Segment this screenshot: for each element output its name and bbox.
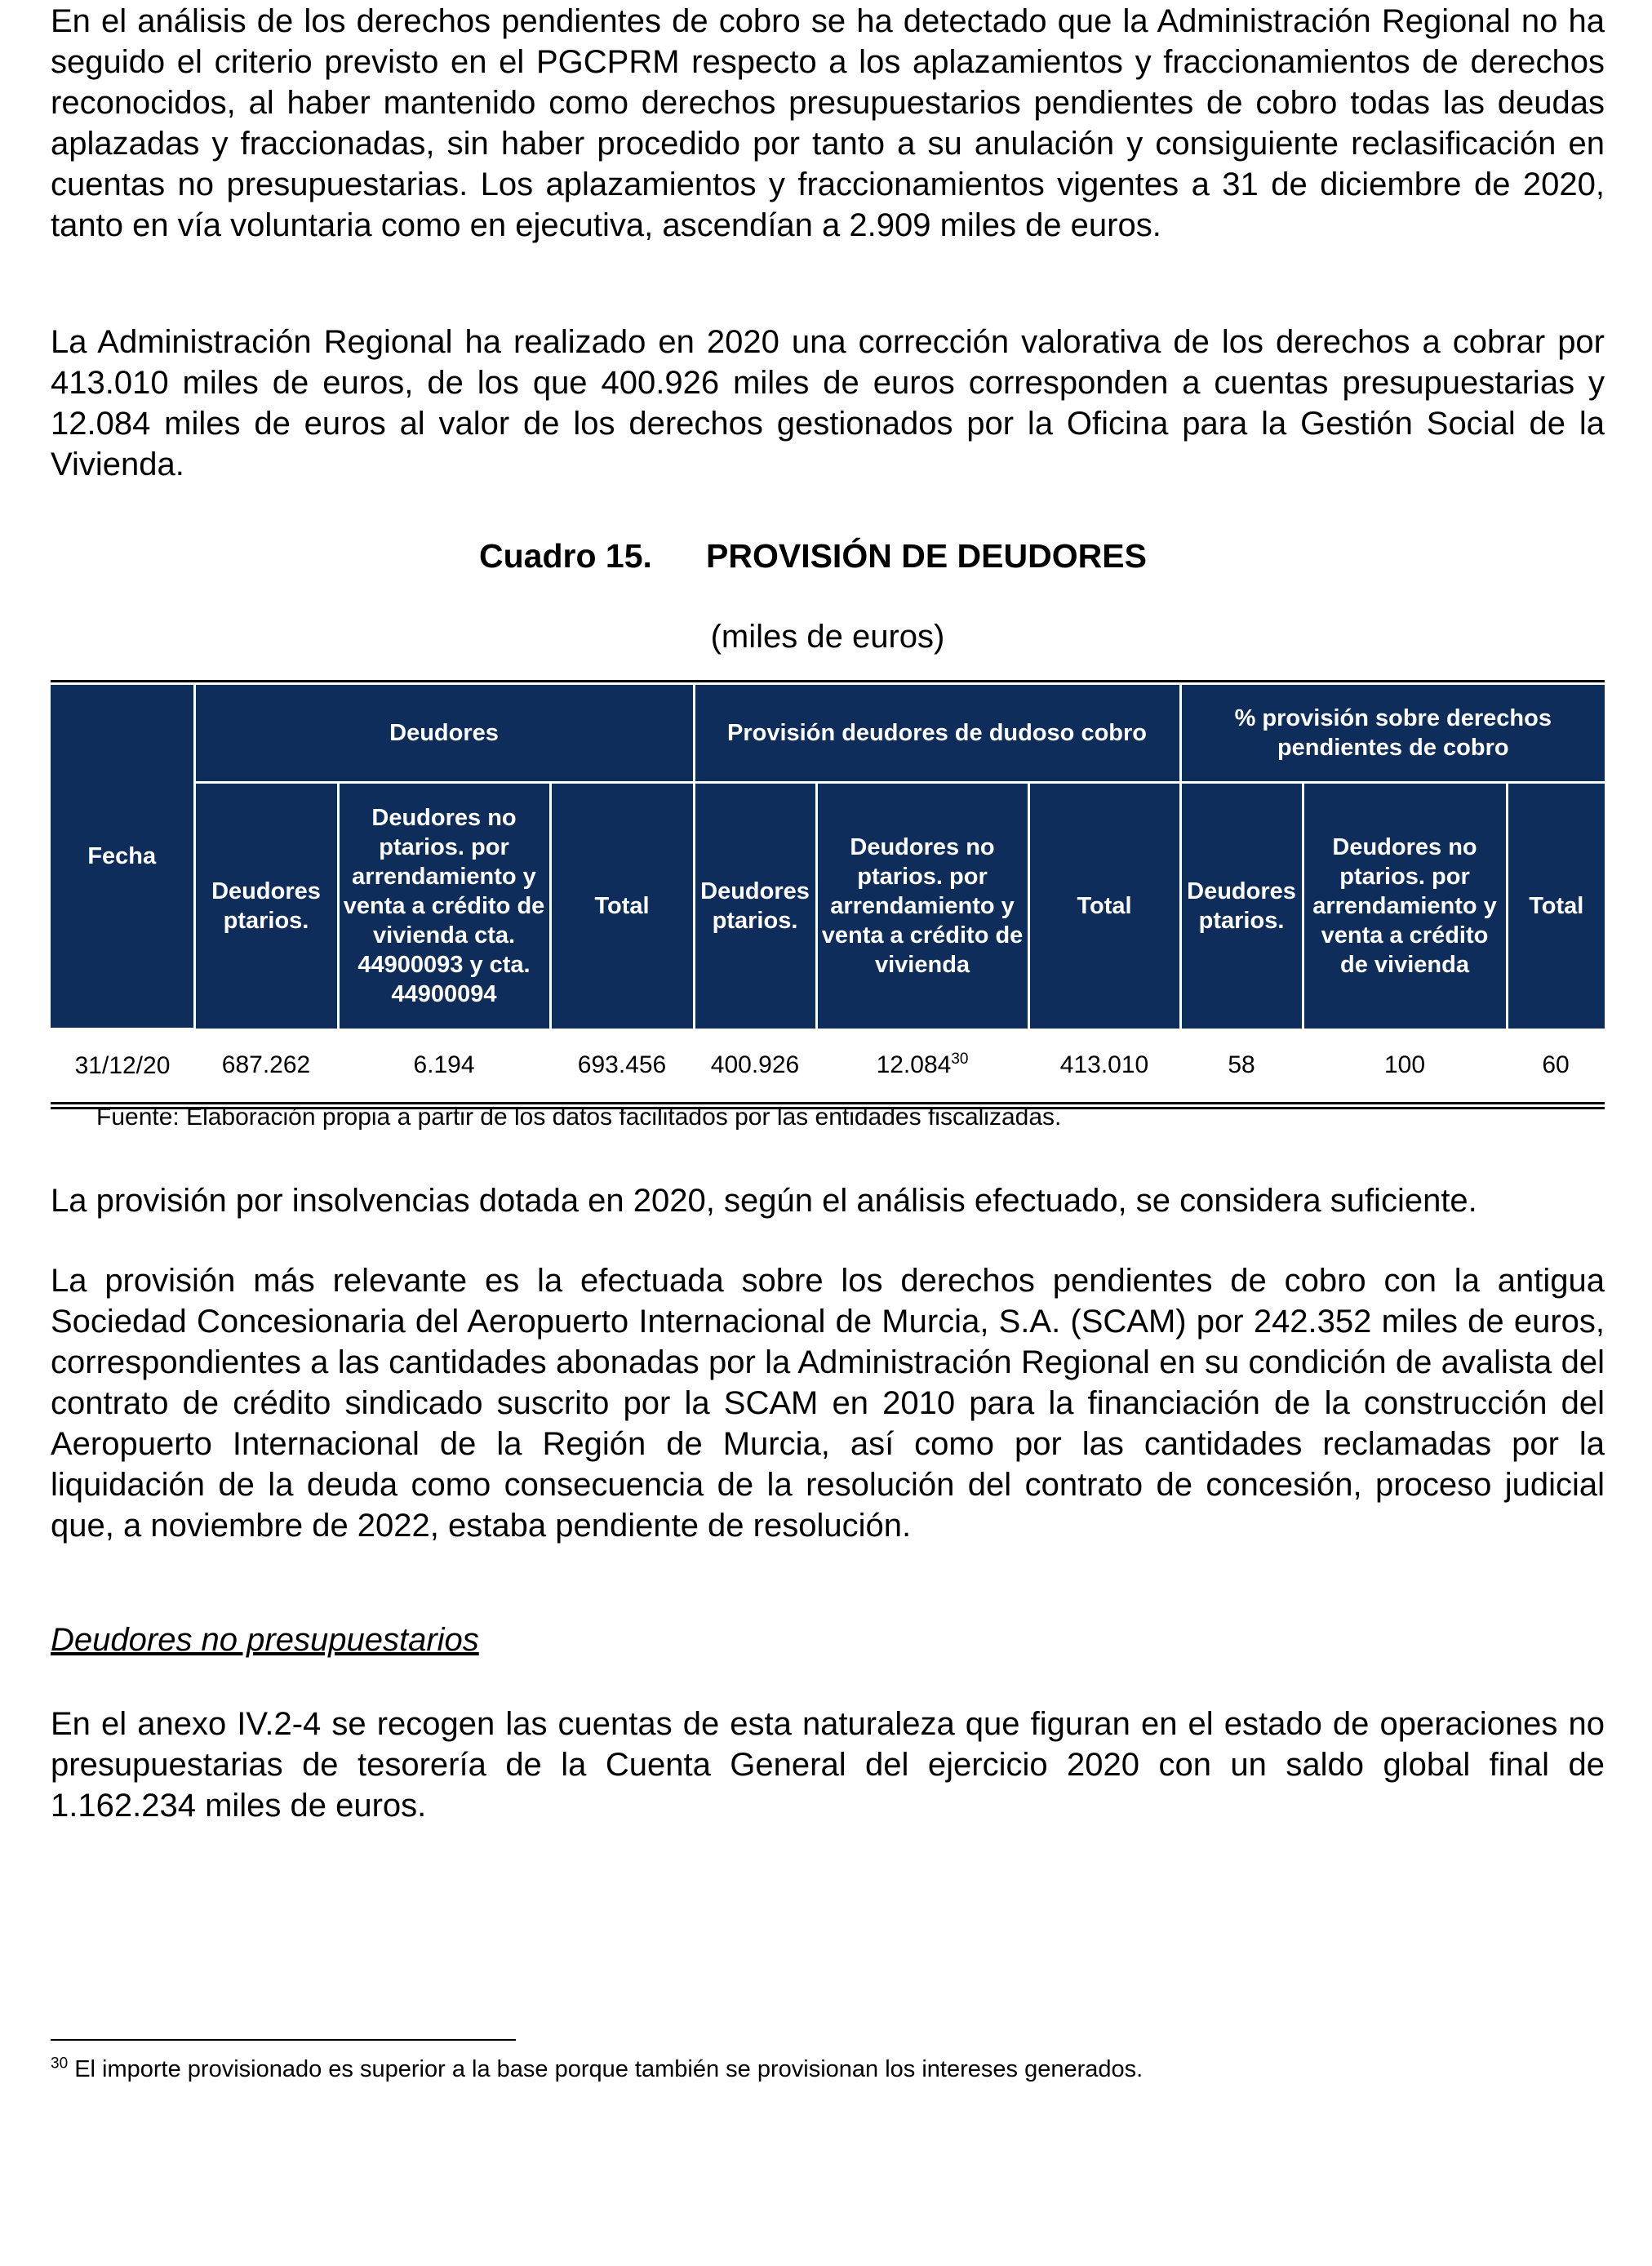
header-fecha: Fecha [51,685,194,1029]
footnote-number: 30 [51,2055,69,2073]
header-group-provision: Provisión deudores de dudoso cobro [694,685,1180,783]
header-pct-no-ptarios: Deudores no ptarios. por arrendamiento y venta a crédito de vivienda [1303,783,1507,1029]
cell-pct-ptarios: 58 [1228,1051,1255,1078]
header-provision-ptarios: Deudores ptarios. [694,783,816,1029]
cell-pct-total: 60 [1542,1051,1570,1078]
header-pct-total: Total [1507,783,1605,1029]
footnote-text: El importe provisionado es superior a la base porque también se provisionan los intereses generados. [74,2056,1144,2082]
cell-deudores-no-ptarios: 6.194 [413,1051,475,1078]
cell-pct-no-ptarios: 100 [1383,1051,1426,1078]
header-group-porcentaje: % provisión sobre derechos pendientes de cobro [1180,685,1605,783]
footnote-separator [51,2039,516,2041]
footnote [51,2056,1143,2083]
footnote-reference[interactable]: 30 [951,1050,969,1068]
table-row [51,1029,1605,1102]
header-provision-no-ptarios: Deudores no ptarios. por arrendamiento y venta a crédito de vivienda [816,783,1028,1029]
paragraph-provision-suficiente: La provisión por insolvencias dotada en 2020, según el análisis efectuado, se considera suficiente. [51,1183,1477,1219]
paragraph-anexo: En el anexo IV.2-4 se recogen las cuentas de esta naturaleza que figuran en el estado de operaciones no presupuestarias de tesorería de la Cuenta General del ejercicio 2020 con un saldo global final de 1.162.234 miles de euros. [51,1706,1605,1824]
header-deudores-no-ptarios: Deudores no ptarios. por arrendamiento y venta a crédito de vivienda cta. 44900093 y cta. 44900094 [338,783,550,1029]
header-pct-ptarios: Deudores ptarios. [1180,783,1303,1029]
cell-fecha: 31/12/20 [74,1051,171,1079]
provision-deudores-table [51,685,1605,1102]
paragraph-provision-scam: La provisión más relevante es la efectuada sobre los derechos pendientes de cobro con la antigua Sociedad Concesionaria del Aeropuerto Internacional de Murcia, S.A. (SCAM) por 242.352 miles de euros, correspondientes a las cantidades abonadas por la Administración Regional en su condición de avalista del contrato de crédito sindicado suscrito por la SCAM en 2010 para la financiación de la construcción del Aeropuerto Internacional de la Región de Murcia, así como por las cantidades reclamadas por la liquidación de la deuda como consecuencia de la resolución del contrato de concesión, proceso judicial que, a noviembre de 2022, estaba pendiente de resolución. [51,1263,1605,1544]
cell-provision-total: 413.010 [1059,1051,1149,1078]
cell-provision-ptarios: 400.926 [710,1051,800,1078]
paragraph-aplazamientos: En el análisis de los derechos pendientes de cobro se ha detectado que la Administración Regional no ha seguido el criterio previsto en el PGCPRM respecto a los aplazamientos y fraccionamientos de derechos reconocidos, al haber mantenido como derechos presupuestarios pendientes de cobro todas las deudas aplazadas y fraccionadas, sin haber procedido por tanto a su anulación y consiguiente reclasificación en cuentas no presupuestarias. Los aplazamientos y fraccionamientos vigentes a 31 de diciembre de 2020, tanto en vía voluntaria como en ejecutiva, ascendían a 2.909 miles de euros. [51,3,1605,243]
provision-table-wrapper [51,680,1605,1109]
header-deudores-ptarios: Deudores ptarios. [194,783,338,1029]
cell-deudores-ptarios: 687.262 [221,1051,311,1078]
table-source-note: Fuente: Elaboración propia a partir de los datos facilitados por las entidades fiscalizadas. [96,1104,1062,1131]
table-caption-number: Cuadro 15. [479,537,652,575]
cell-provision-no-ptarios [816,1029,1028,1102]
section-subheading: Deudores no presupuestarios [51,1622,479,1658]
header-group-deudores: Deudores [194,685,694,783]
table-units: (miles de euros) [710,619,945,655]
cell-deudores-total: 693.456 [577,1051,667,1078]
header-deudores-total: Total [550,783,694,1029]
table-top-rule [51,680,1605,682]
paragraph-correccion-valorativa: La Administración Regional ha realizado en 2020 una corrección valorativa de los derechos a cobrar por 413.010 miles de euros, de los que 400.926 miles de euros corresponden a cuentas presupuestarias y 12.084 miles de euros al valor de los derechos gestionados por la Oficina para la Gestión Social de la Vivienda. [51,324,1605,482]
header-provision-total: Total [1028,783,1180,1029]
cell-provision-no-ptarios-value: 12.084 [876,1051,952,1078]
table-caption-title: PROVISIÓN DE DEUDORES [706,537,1147,575]
